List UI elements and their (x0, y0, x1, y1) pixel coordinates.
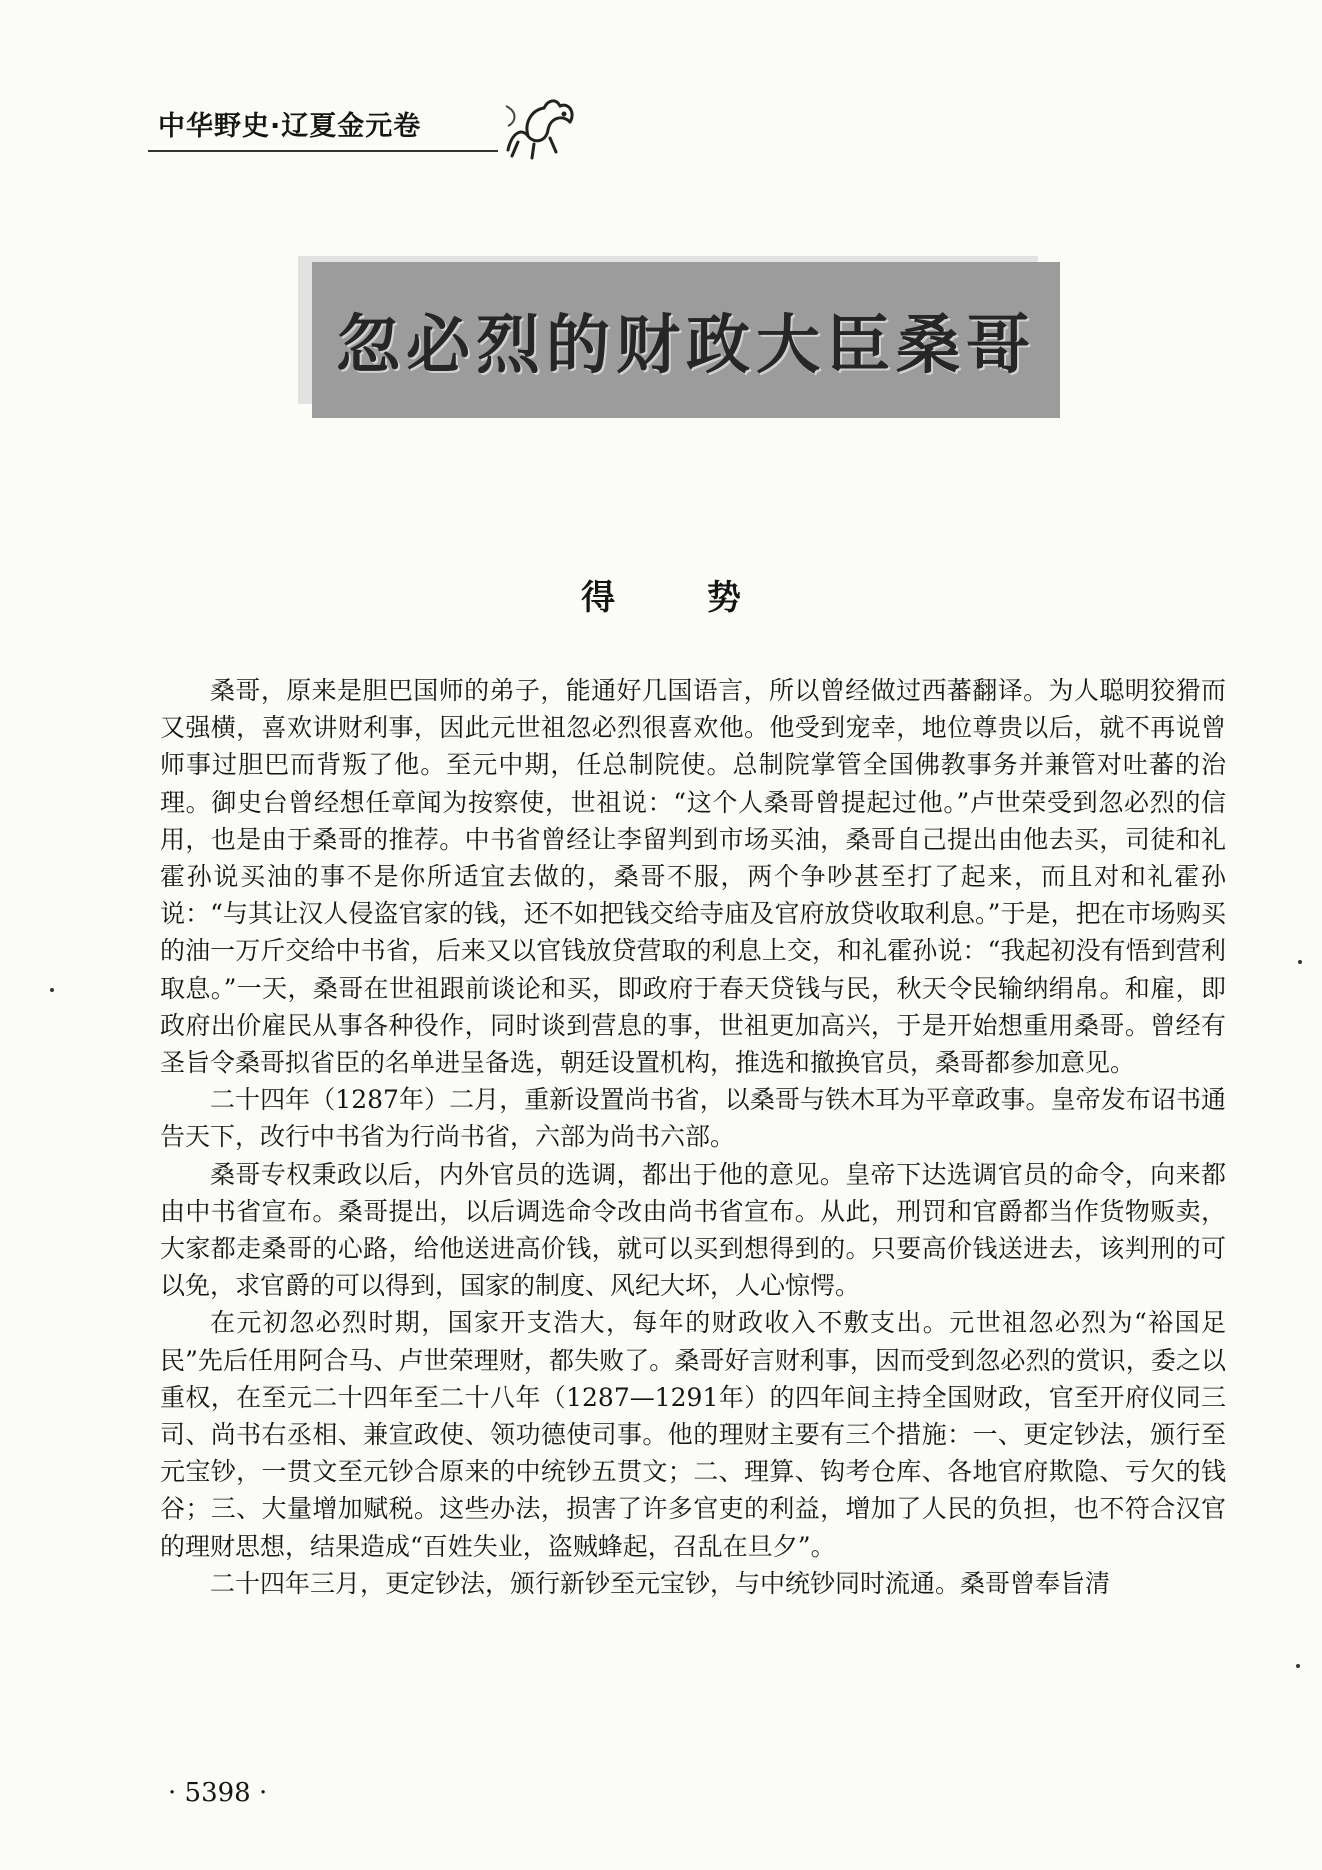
paragraph: 桑哥，原来是胆巴国师的弟子，能通好几国语言，所以曾经做过西蕃翻译。为人聪明狡猾而又强横，喜欢讲财利事，因此元世祖忽必烈很喜欢他。他受到宠幸，地位尊贵以后，就不再说曾师事过胆巴而背叛了他。至元中期，任总制院使。总制院掌管全国佛教事务并兼管对吐蕃的治理。御史台曾经想任章闻为按察使，世祖说：“这个人桑哥曾提起过他。”卢世荣受到忽必烈的信用，也是由于桑哥的推荐。中书省曾经让李留判到市场买油，桑哥自己提出由他去买，司徒和礼霍孙说买油的事不是你所适宜去做的，桑哥不服，两个争吵甚至打了起来，而且对和礼霍孙说：“与其让汉人侵盗官家的钱，还不如把钱交给寺庙及官府放贷收取利息。”于是，把在市场购买的油一万斤交给中书省，后来又以官钱放贷营取的利息上交，和礼霍孙说：“我起初没有悟到营利取息。”一天，桑哥在世祖跟前谈论和买，即政府于春天贷钱与民，秋天令民输纳绢帛。和雇，即政府出价雇民从事各种役作，同时谈到营息的事，世祖更加高兴，于是开始想重用桑哥。曾经有圣旨令桑哥拟省臣的名单进呈备选，朝廷设置机构，推选和撤换官员，桑哥都参加意见。 (160, 676, 1226, 1078)
paragraph: 二十四年三月，更定钞法，颁行新钞至元宝钞，与中统钞同时流通。桑哥曾奉旨清 (210, 1568, 1111, 1598)
paragraph: 在元初忽必烈时期，国家开支浩大，每年的财政收入不敷支出。元世祖忽必烈为“裕国足民”先后任用阿合马、卢世荣理财，都失败了。桑哥好言财利事，因而受到忽必烈的赏识，委之以重权，在至元二十四年至二十八年（1287—1291年）的四年间主持全国财政，官至开府仪同三司、尚书右丞相、兼宣政使、领功德使司事。他的理财主要有三个措施：一、更定钞法，颁行至元宝钞，一贯文至元钞合原来的中统钞五贯文；二、理算、钩考仓库、各地官府欺隐、亏欠的钱谷；三、大量增加赋税。这些办法，损害了许多官吏的利益，增加了人民的负担，也不符合汉官的理财思想，结果造成“百姓失业，盗贼蜂起，召乱在旦夕”。 (160, 1308, 1226, 1561)
paragraph: 二十四年（1287年）二月，重新设置尚书省，以桑哥与铁木耳为平章政事。皇帝发布诏书通告天下，改行中书省为行尚书省，六部为尚书六部。 (160, 1085, 1226, 1152)
header-rule (148, 150, 498, 152)
section-heading: 得 势 (581, 578, 781, 618)
paragraph: 桑哥专权秉政以后，内外官员的选调，都出于他的意见。皇帝下达选调官员的命令，向来都由中书省宣布。桑哥提出，以后调选命令改由尚书省宣布。从此，刑罚和官爵都当作货物贩卖，大家都走桑哥的心路，给他送进高价钱，就可以买到想得到的。只要高价钱送进去，该判刑的可以免，求官爵的可以得到，国家的制度、风纪大坏，人心惊愕。 (160, 1159, 1226, 1301)
scan-speck (1298, 960, 1302, 964)
article-title: 忽必烈的财政大臣桑哥 (336, 308, 1036, 383)
article-title-banner (312, 262, 1060, 418)
scan-speck (50, 988, 54, 992)
page-number: · 5398 · (168, 1778, 268, 1808)
running-title: 中华野史·辽夏金元卷 (158, 111, 422, 142)
dragon-ornament-icon (498, 92, 582, 162)
scan-speck (1296, 1664, 1300, 1668)
article-body (160, 672, 1226, 1602)
